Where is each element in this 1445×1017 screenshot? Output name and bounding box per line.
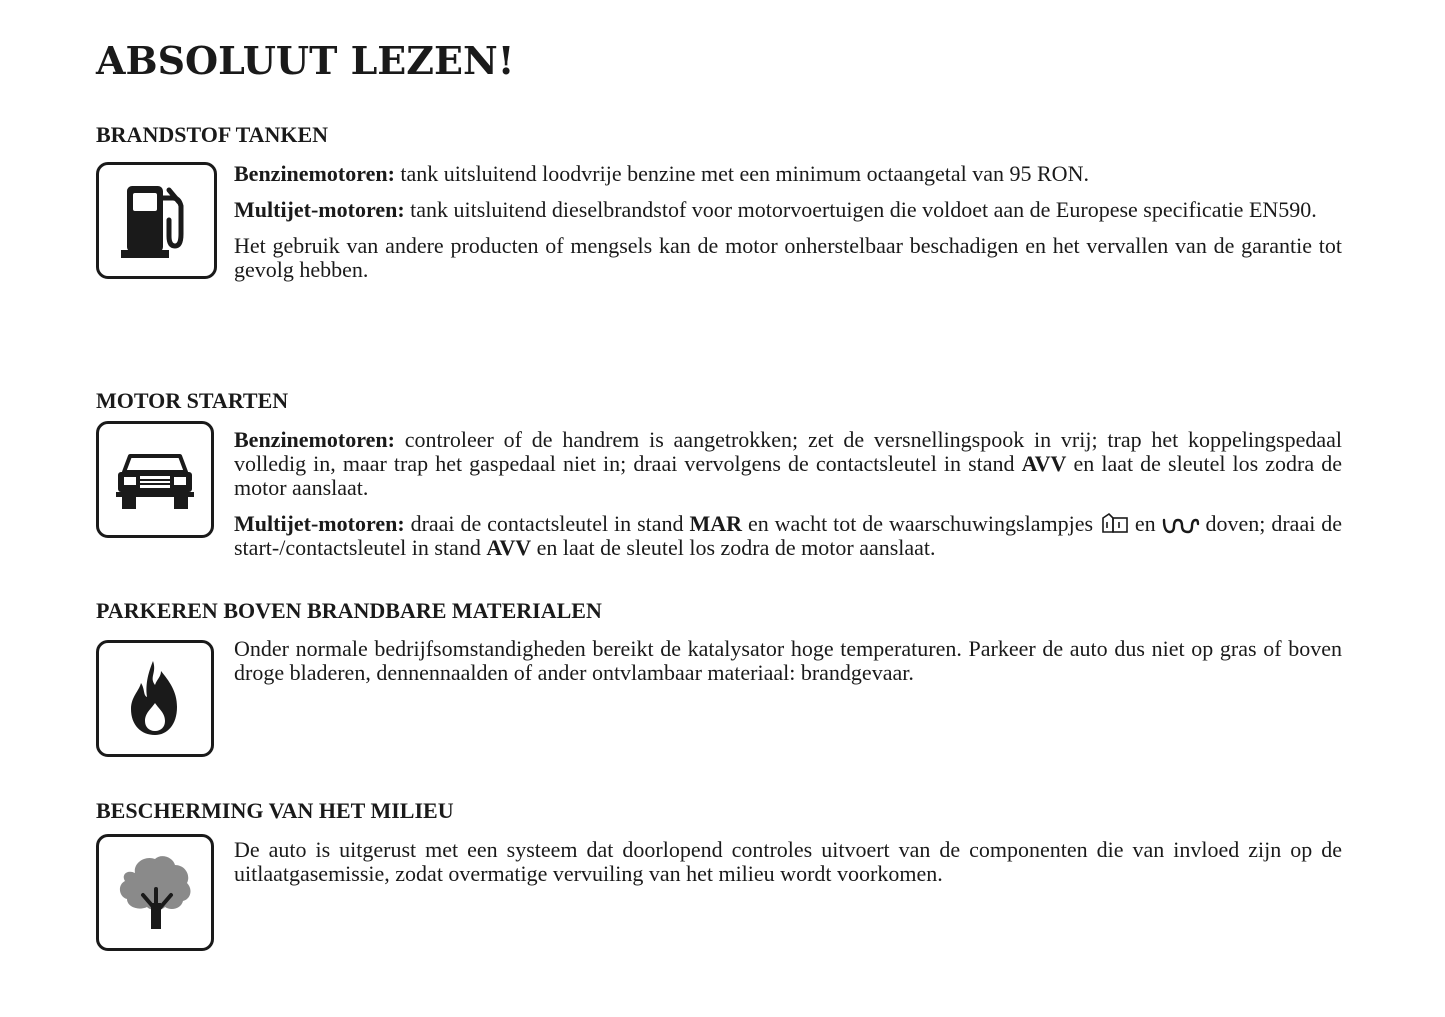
injection-warning-icon <box>1099 512 1129 534</box>
fuel-p2-label: Multijet-motoren: <box>234 197 405 222</box>
start-heading: MOTOR STARTEN <box>96 388 289 413</box>
fuel-p1-label: Benzinemotoren: <box>234 161 395 186</box>
start-p1-label: Benzinemotoren: <box>234 427 395 452</box>
start-p1-avv: AVV <box>1021 451 1067 476</box>
start-p2-text-a: draai de contactsleutel in stand <box>404 511 690 536</box>
environment-text <box>234 838 1342 898</box>
start-p2-text-e: en laat de sleutel los zodra de motor aanslaat. <box>531 535 936 560</box>
start-p2-mar: MAR <box>689 511 743 536</box>
start-text <box>234 428 1342 572</box>
fuel-p2-text: tank uitsluitend dieselbrandstof voor motorvoertuigen die voldoet aan de Europese specificatie EN590. <box>404 197 1317 222</box>
fuel-heading: BRANDSTOF TANKEN <box>96 122 329 147</box>
environment-heading: BESCHERMING VAN HET MILIEU <box>96 798 454 823</box>
page-title: ABSOLUUT LEZEN! <box>96 38 515 83</box>
start-icon-box <box>96 421 214 538</box>
parking-text <box>234 637 1342 697</box>
start-p2-label: Multijet-motoren: <box>234 511 405 536</box>
car-front-icon <box>116 450 194 510</box>
start-p2-text-b: en wacht tot de waarschuwingslampjes <box>742 511 1099 536</box>
fuel-p1-text: tank uitsluitend loodvrije benzine met een minimum octaangetal van 95 RON. <box>394 161 1089 186</box>
fuel-paragraph-3: Het gebruik van andere producten of mengsels kan de motor onherstelbaar beschadigen en het vervallen van de garantie tot gevolg hebben. <box>234 233 1342 282</box>
parking-heading: PARKEREN BOVEN BRANDBARE MATERIALEN <box>96 598 602 623</box>
environment-paragraph-1: De auto is uitgerust met een systeem dat doorlopend controles uitvoert van de componenten die van invloed zijn op de uitlaatgasemissie, zodat overmatige vervuiling van het milieu wordt voorkomen. <box>234 837 1342 886</box>
parking-icon-box <box>96 640 214 757</box>
fuel-text <box>234 162 1342 294</box>
parking-paragraph-1: Onder normale bedrijfsomstandigheden bereikt de katalysator hoge temperaturen. Parkeer de auto dus niet op gras of boven droge bladeren, dennennaalden of ander ontvlambaar materiaal: brandgevaar. <box>234 636 1342 685</box>
flame-icon <box>127 659 183 739</box>
start-p1-text-b: en laat de sleutel los zodra de motor aanslaat. <box>234 451 1342 500</box>
glow-plug-icon <box>1162 516 1200 534</box>
fuel-pump-icon <box>121 182 193 260</box>
fuel-icon-box <box>96 162 217 279</box>
tree-icon <box>115 853 195 933</box>
start-p1-text-a: controleer of de handrem is aangetrokken; zet de versnellingspook in vrij; trap het koppelingspedaal volledig in, maar trap het gaspedaal niet in; draai vervolgens de contactsleutel in stand <box>234 427 1342 476</box>
start-p2-avv: AVV <box>486 535 532 560</box>
fuel-paragraph-2 <box>234 198 1342 222</box>
start-p2-text-c: en <box>1128 511 1162 536</box>
environment-icon-box <box>96 834 214 951</box>
start-paragraph-1 <box>234 428 1342 500</box>
start-paragraph-2 <box>234 512 1342 560</box>
fuel-paragraph-1 <box>234 162 1342 186</box>
start-p2-text-d: doven; draai de start-/contactsleutel in stand <box>234 511 1343 560</box>
